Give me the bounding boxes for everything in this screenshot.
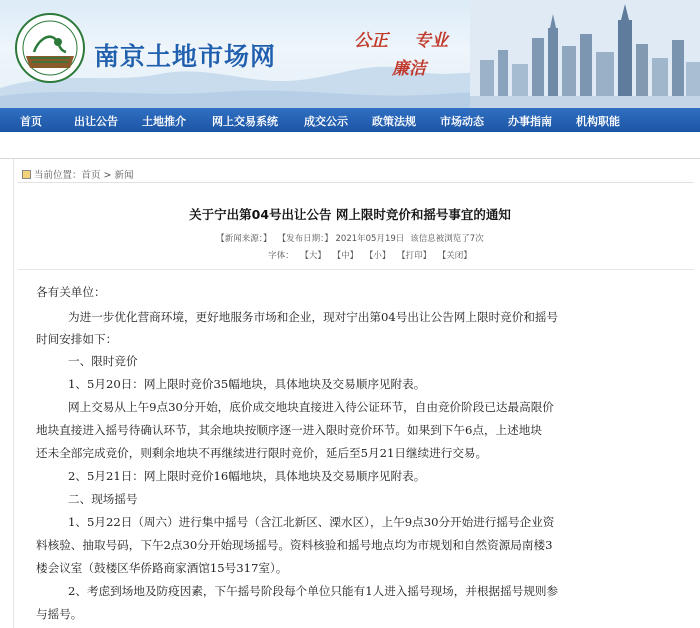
site-header <box>0 0 700 108</box>
nav-online-trading[interactable]: 网上交易系统 <box>212 115 278 128</box>
breadcrumb-current[interactable]: 新闻 <box>114 170 134 181</box>
paragraph-line: 地块直接进入摇号待确认环节，其余地块按顺序逐一进入限时竞价环节。如果到下午6点，上述地块 <box>36 423 542 437</box>
breadcrumb-home-link[interactable]: 首页 <box>81 170 101 181</box>
paragraph-line: 各有关单位： <box>36 285 106 299</box>
news-source: 【新闻来源：】 <box>216 234 272 244</box>
view-count: 该信息被浏览了7次 <box>410 234 484 244</box>
nav-transfer-notice[interactable]: 出让公告 <box>74 115 118 128</box>
article-body <box>0 159 700 628</box>
paragraph-line: 与摇号。 <box>36 607 83 621</box>
nav-market-news[interactable]: 市场动态 <box>440 115 484 128</box>
nav-land-promotion[interactable]: 土地推介 <box>142 115 186 128</box>
paragraph-line: 还未全部完成竞价，则剩余地块不再继续进行限时竞价，延后至5月21日继续进行交易。 <box>36 446 488 460</box>
section-heading: 一、限时竞价 <box>68 354 138 368</box>
font-medium-button[interactable]: 【中】 <box>332 251 359 261</box>
font-small-button[interactable]: 【小】 <box>364 251 391 261</box>
slogan-word: 公正 <box>354 31 388 51</box>
slogan-word: 廉洁 <box>392 59 426 79</box>
site-slogan <box>340 24 480 80</box>
breadcrumb-label: 当前位置： <box>34 170 82 181</box>
city-skyline-image <box>470 0 700 108</box>
paragraph-line: 2、5月21日：网上限时竞价16幅地块，具体地块及交易顺序见附表。 <box>68 469 426 483</box>
paragraph-line: 1、5月22日（周六）进行集中摇号（含江北新区、溧水区），上午9点30分开始进行摇号企业资 <box>68 515 555 529</box>
main-nav <box>0 108 700 132</box>
paragraph-line: 料核验、抽取号码，下午2点30分开始现场摇号。资料核验和摇号地点均为市规划和自然资源局南楼3 <box>36 538 553 552</box>
article-title: 关于宁出第04号出让公告 网上限时竞价和摇号事宜的通知 <box>189 207 511 222</box>
nav-agency-functions[interactable]: 机构职能 <box>576 115 620 128</box>
paragraph-line: 2、考虑到场地及防疫因素，下午摇号阶段每个单位只能有1人进入摇号现场，并根据摇号规则参 <box>68 584 559 598</box>
nav-deal-publicity[interactable]: 成交公示 <box>304 115 348 128</box>
font-size-label: 字体： <box>268 251 294 261</box>
breadcrumb-separator: > <box>100 170 115 181</box>
paragraph-line: 1、5月20日：网上限时竞价35幅地块，具体地块及交易顺序见附表。 <box>68 377 426 391</box>
site-title: 南京土地市场网 <box>94 42 277 71</box>
nav-home[interactable]: 首页 <box>20 115 42 128</box>
close-button[interactable]: 【关闭】 <box>437 251 472 261</box>
content-panel <box>0 158 700 628</box>
paragraph-line: 楼会议室（鼓楼区华侨路商家酒馆15号317室）。 <box>36 561 288 575</box>
paragraph-line: 为进一步优化营商环境，更好地服务市场和企业，现对宁出第04号出让公告网上限时竞价和摇号 <box>68 310 559 324</box>
font-large-button[interactable]: 【大】 <box>300 251 326 261</box>
section-heading: 二、现场摇号 <box>68 492 138 506</box>
print-button[interactable]: 【打印】 <box>397 251 432 261</box>
paragraph-line: 时间安排如下： <box>36 332 118 346</box>
slogan-word: 专业 <box>414 31 448 51</box>
nav-guide[interactable]: 办事指南 <box>508 115 552 128</box>
paragraph-line: 网上交易从上午9点30分开始，底价成交地块直接进入待公证环节，自由竞价阶段已达最高限价 <box>68 400 554 414</box>
site-logo <box>14 12 86 84</box>
publish-date: 【发布日期：】 2021年05月19日 <box>277 234 405 244</box>
nav-policies[interactable]: 政策法规 <box>372 115 416 128</box>
